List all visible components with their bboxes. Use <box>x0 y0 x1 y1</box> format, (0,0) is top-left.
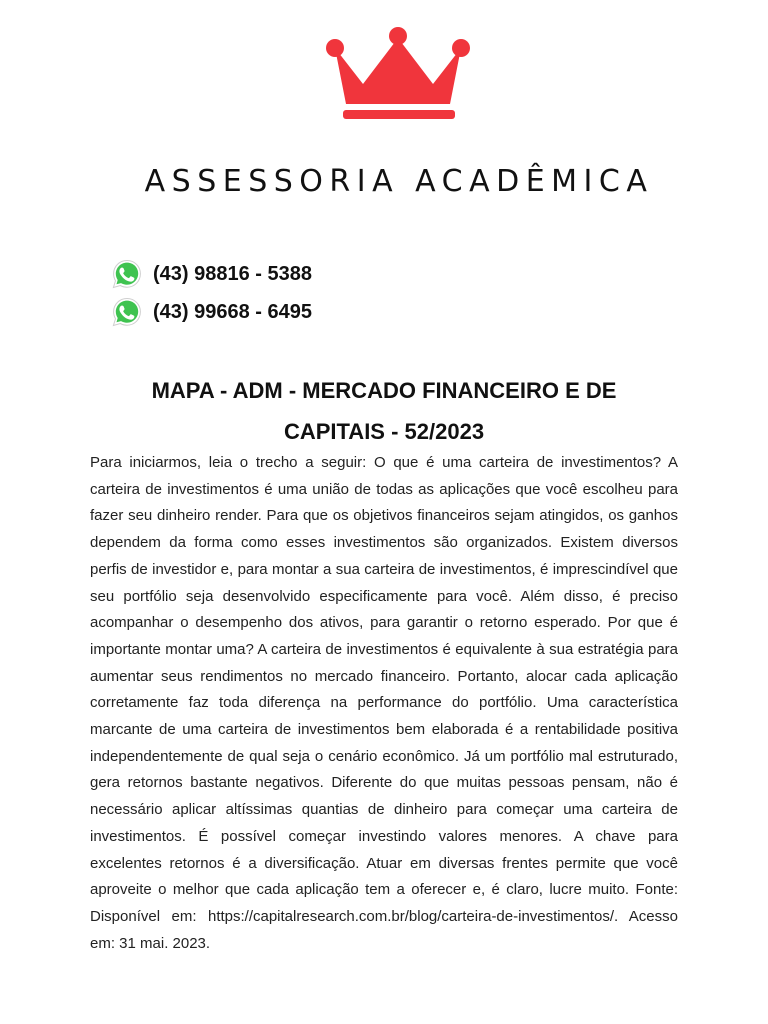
document-title-line: CAPITAIS - 52/2023 <box>283 419 485 444</box>
whatsapp-icon <box>111 296 143 328</box>
document-title <box>0 370 768 452</box>
contact-item <box>111 258 312 290</box>
contact-item <box>111 296 312 328</box>
phone-number: (43) 98816 - 5388 <box>153 262 313 285</box>
whatsapp-icon <box>111 258 143 290</box>
document-title-line: MAPA - ADM - MERCADO FINANCEIRO E DE <box>151 378 617 403</box>
crown-icon <box>325 26 471 122</box>
phone-number: (43) 99668 - 6495 <box>153 300 313 323</box>
document-body: Para iniciarmos, leia o trecho a seguir: O que é uma carteira de investimentos? A carteira de investimentos é uma união de todas as aplicações que você escolheu para fazer seu dinheiro render. Para que os objetivos financeiros sejam atingidos, os ganhos dependem da forma como esses investimentos são organizados. Existem diversos perfis de investidor e, para montar a sua carteira de investimentos, é imprescindível que seu portfólio seja desenvolvido especificamente para você. Além disso, é preciso acompanhar o desempenho dos ativos, para garantir o retorno esperado. Por que é importante montar uma? A carteira de investimentos é equivalente à sua estratégia para aumentar seus rendimentos no mercado financeiro. Portanto, alocar cada aplicação corretamente faz toda diferença na performance do portfólio. Uma característica marcante de uma carteira de investimentos bem elaborada é a rentabilidade positiva independentemente de qual seja o cenário econômico. Já um portfólio mal estruturado, gera retornos bastante negativos. Diferente do que muitas pessoas pensam, não é necessário aplicar altíssimas quantias de dinheiro para começar uma carteira de investimentos. É possível começar investindo valores menores. A chave para excelentes retornos é a diversificação. Atuar em diversas frentes permite que você aproveite o melhor que cada aplicação tem a oferecer e, é claro, lucre muito. Fonte: Disponível em: https://capitalresearch.com.br/blog/carteira-de-investimentos/. Acesso em: 31 mai. 2023. <box>90 454 678 952</box>
brand-name: ASSESSORIA ACADÊMICA <box>144 164 654 199</box>
